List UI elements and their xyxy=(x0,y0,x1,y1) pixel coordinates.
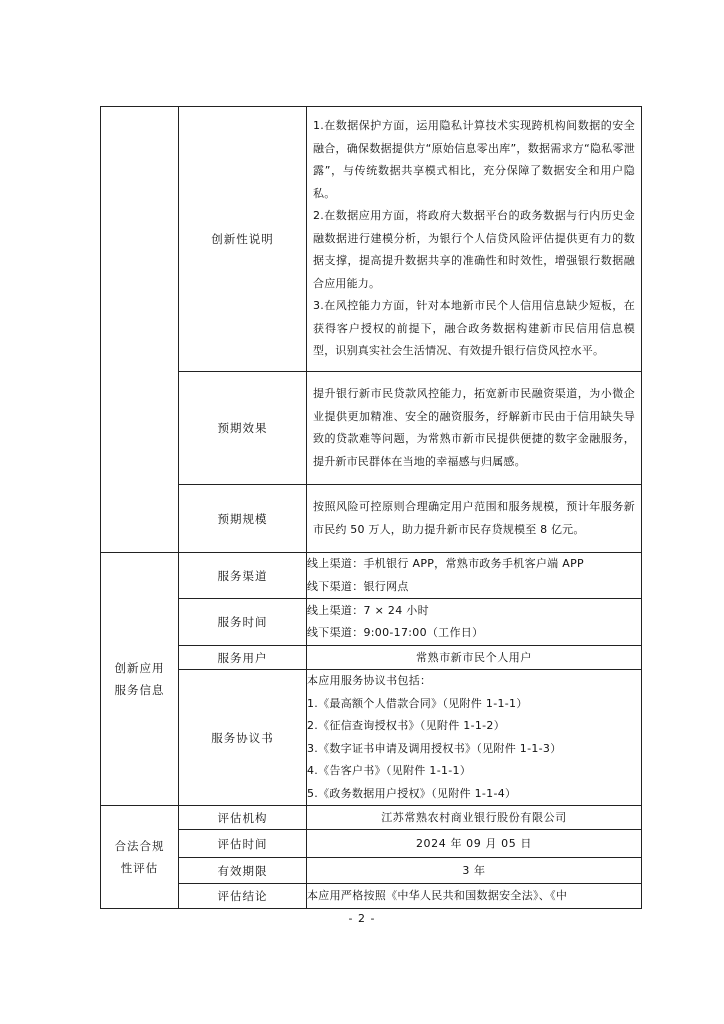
agreement-label: 服务协议书 xyxy=(179,670,307,806)
conclusion-label: 评估结论 xyxy=(179,884,307,909)
org-label: 评估机构 xyxy=(179,806,307,830)
time-cell xyxy=(307,599,642,646)
table-row xyxy=(101,806,642,830)
table-row xyxy=(101,670,642,806)
agreement-item: 2.《征信查询授权书》（见附件 1-1-2） xyxy=(307,719,506,732)
agreement-item: 3.《数字证书申请及调用授权书》（见附件 1-1-3） xyxy=(307,741,562,755)
compliance-label-line-1: 合法合规 xyxy=(114,839,165,853)
expected-effect-text: 提升银行新市民贷款风控能力，拓宽新市民融资渠道，为小微企业提供更加精准、安全的融资服务，纾解新市民由于信用缺失导致的贷款难等问题，为常熟市新市民提供便捷的数字金融服务，提升新市民群体在当地的幸福感与归属感。 xyxy=(313,387,635,468)
service-info-category-cell xyxy=(101,553,179,806)
agreement-item: 4.《告客户书》（见附件 1-1-1） xyxy=(307,764,472,777)
users-label: 服务用户 xyxy=(179,646,307,670)
eval-time-value: 2024 年 09 月 05 日 xyxy=(307,830,642,858)
innovation-desc-label: 创新性说明 xyxy=(179,107,307,372)
time-label: 服务时间 xyxy=(179,599,307,646)
table-row xyxy=(101,599,642,646)
table-row xyxy=(101,553,642,599)
table-row xyxy=(101,884,642,909)
time-offline: 线下渠道：9:00-17:00（工作日） xyxy=(307,626,484,639)
channel-offline: 线下渠道：银行网点 xyxy=(307,579,409,593)
channel-label: 服务渠道 xyxy=(179,553,307,599)
validity-value: 3 年 xyxy=(307,858,642,884)
innovation-desc-paragraph-2: 2.在数据应用方面，将政府大数据平台的政务数据与行内历史金融数据进行建模分析，为银行个人信贷风险评估提供更有力的数据支撑，提高提升数据共享的准确性和时效性，增强银行数据融合应用能力。 xyxy=(313,209,635,290)
blank-category-cell xyxy=(101,107,179,553)
eval-time-label: 评估时间 xyxy=(179,830,307,858)
channel-online: 线上渠道：手机银行 APP，常熟市政务手机客户端 APP xyxy=(307,557,584,570)
innovation-desc-paragraph-1: 1.在数据保护方面，运用隐私计算技术实现跨机构间数据的安全融合，确保数据提供方“原始信息零出库”，数据需求方“隐私零泄露”，与传统数据共享模式相比，充分保障了数据安全和用户隐私。 xyxy=(313,119,635,200)
innovation-desc-paragraph-3: 3.在风控能力方面，针对本地新市民个人信用信息缺少短板，在获得客户授权的前提下，融合政务数据构建新市民信用信息模型，识别真实社会生活情况、有效提升银行信贷风控水平。 xyxy=(313,299,635,358)
expected-scale-text: 按照风险可控原则合理确定用户范围和服务规模，预计年服务新市民约 50 万人，助力提升新市民存贷规模至 8 亿元。 xyxy=(313,500,635,536)
agreement-item: 5.《政务数据用户授权》（见附件 1-1-4） xyxy=(307,786,517,800)
page-number: - 2 - xyxy=(348,912,376,925)
org-value: 江苏常熟农村商业银行股份有限公司 xyxy=(307,806,642,830)
users-value: 常熟市新市民个人用户 xyxy=(307,646,642,670)
table-row xyxy=(101,830,642,858)
agreement-item: 1.《最高额个人借款合同》（见附件 1-1-1） xyxy=(307,696,528,710)
expected-scale-cell xyxy=(307,485,642,553)
expected-scale-label: 预期规模 xyxy=(179,485,307,553)
innovation-desc-cell xyxy=(307,107,642,372)
application-info-table xyxy=(100,106,642,909)
table-row xyxy=(101,646,642,670)
agreement-cell xyxy=(307,670,642,806)
table-row xyxy=(101,858,642,884)
compliance-category-cell xyxy=(101,806,179,909)
conclusion-value: 本应用严格按照《中华人民共和国数据安全法》、《中 xyxy=(307,884,642,909)
time-online: 线上渠道：7 × 24 小时 xyxy=(307,603,429,617)
agreement-intro: 本应用服务协议书包括： xyxy=(307,674,432,687)
service-info-label-line-1: 创新应用 xyxy=(114,661,165,675)
service-info-label-line-2: 服务信息 xyxy=(114,683,165,697)
table-row xyxy=(101,485,642,553)
table-row xyxy=(101,107,642,372)
expected-effect-cell xyxy=(307,372,642,485)
table-row xyxy=(101,372,642,485)
channel-cell xyxy=(307,553,642,599)
validity-label: 有效期限 xyxy=(179,858,307,884)
compliance-label-line-2: 性评估 xyxy=(120,861,159,875)
expected-effect-label: 预期效果 xyxy=(179,372,307,485)
